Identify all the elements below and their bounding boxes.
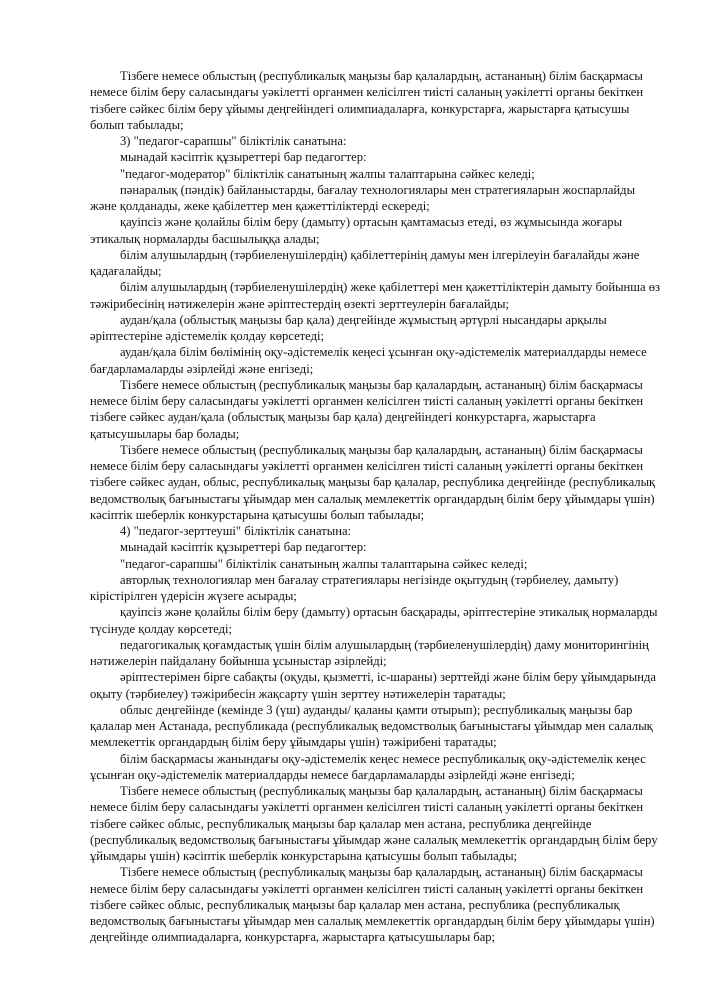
paragraph: авторлық технологиялар мен бағалау стратегиялары негізінде оқытудың (тәрбиелеу, дамыту) кірістірілген үдерісін жүзеге асырады;	[90, 572, 619, 603]
paragraph: Тізбеге немесе облыстың (республикалық маңызы бар қалалардың, астананың) білім басқармасы немесе білім беру саласындағы уәкілетті органмен келісілген тиісті саланың уәкілетті органы бекіткен тізбеге сәйкес облыс, республикалық маңызы бар қалалар мен астана, республика деңгейінде (республикалық ведомстволық бағыныстағы ұйымдар және салалық мемлекеттік органдардың білім беру ұйымдары үшін) кәсіптік шеберлік конкурстарына қатысушы болып табылады;	[90, 784, 658, 863]
paragraph: білім алушылардың (тәрбиеленушілердің) жеке қабілеттері мен қажеттіліктерін дамыту бойынша өз тәжірибесінің нәтижелерін және әріптестердің өзекті зерттеулерін бағалайды;	[90, 280, 660, 311]
paragraph: 3) "педагог-сарапшы" біліктілік санатына:	[120, 134, 347, 148]
paragraph: білім алушылардың (тәрбиеленушілердің) қабілеттерінің дамуы мен ілгерілеуін бағалайды және қадағалайды;	[90, 247, 640, 278]
paragraph: аудан/қала (облыстық маңызы бар қала) деңгейінде жұмыстың әртүрлі нысандары арқылы әріптестеріне әдістемелік қолдау көрсетеді;	[90, 312, 607, 343]
paragraph: 4) "педагог-зерттеуші" біліктілік санатына:	[120, 524, 352, 538]
paragraph: аудан/қала білім бөлімінің оқу-әдістемелік кеңесі ұсынған оқу-әдістемелік материалдарды немесе бағдарламаларды әзірлейді және енгізеді;	[90, 345, 647, 376]
paragraph: Тізбеге немесе облыстың (республикалық маңызы бар қалалардың, астананың) білім басқармасы немесе білім беру саласындағы уәкілетті органмен келісілген тиісті саланың уәкілетті органы бекіткен тізбеге сәйкес аудан/қала (облыстық маңызы бар қала) деңгейіндегі конкурстарға, жарыстарға қатысушылары бар болады;	[90, 377, 644, 441]
paragraph: Тізбеге немесе облыстың (республикалық маңызы бар қалалардың, астананың) білім басқармасы немесе білім беру саласындағы уәкілетті органмен келісілген тиісті саланың уәкілетті органы бекіткен тізбеге сәйкес білім беру ұйымы деңгейіндегі олимпиадаларға, конкурстарға, жарыстарға қатысушы болып табылады;	[90, 69, 644, 132]
paragraph: "педагог-сарапшы" біліктілік санатының жалпы талаптарына сәйкес келеді;	[120, 556, 528, 571]
document-page	[90, 68, 664, 946]
paragraph: Тізбеге немесе облыстың (республикалық маңызы бар қалалардың, астананың) білім басқармасы немесе білім беру саласындағы уәкілетті органмен келісілген тиісті саланың уәкілетті органы бекіткен тізбеге сәйкес облыс, республикалық маңызы бар қалалар мен астана, республика (республикалық ведомстволық бағыныстағы ұйымдар мен салалық мемлекеттік органдардың білім беру ұйымдары үшін) деңгейінде олимпиадаларға, конкурстарға, жарыстарға қатысушылары бар;	[90, 865, 655, 945]
paragraph: Тізбеге немесе облыстың (республикалық маңызы бар қалалардың, астананың) білім басқармасы немесе білім беру саласындағы уәкілетті органмен келісілген тиісті саланың уәкілетті органы бекіткен тізбеге сәйкес аудан, облыс, республикалық маңызы бар қалалар, республика деңгейінде (республикалық ведомстволық бағыныстағы ұйымдар мен салалық мемлекеттік органдардың білім беру ұйымдары үшін) кәсіптік шеберлік конкурстарына қатысушы болып табылады;	[90, 442, 656, 522]
paragraph: педагогикалық қоғамдастық үшін білім алушылардың (тәрбиеленушілердің) даму мониторингінің нәтижелерін пайдалану бойынша ұсыныстар әзірлейді;	[90, 637, 649, 668]
paragraph: білім басқармасы жанындағы оқу-әдістемелік кеңес немесе республикалық оқу-әдістемелік кеңес ұсынған оқу-әдістемелік материалдарды немесе бағдарламаларды әзірлейді және енгізеді;	[90, 751, 646, 782]
paragraph: мынадай кәсіптік құзыреттері бар педагогтер:	[120, 150, 367, 165]
paragraph: қауіпсіз және қолайлы білім беру (дамыту) ортасын басқарады, әріптестеріне этикалық нормаларды түсінуде қолдау көрсетеді;	[90, 605, 658, 636]
paragraph: әріптестерімен бірге сабақты (оқуды, қызметті, іс-шараны) зерттейді және білім беру ұйымдарында оқыту (тәрбиелеу) тәжірибесін жақсарту үшін зерттеу нәтижелерін таратады;	[90, 670, 657, 701]
paragraph: қауіпсіз және қолайлы білім беру (дамыту) ортасын қамтамасыз етеді, өз жұмысында жоғары этикалық нормаларды басшылыққа алады;	[90, 215, 623, 246]
paragraph: "педагог-модератор" біліктілік санатының жалпы талаптарына сәйкес келеді;	[120, 166, 535, 181]
paragraph: мынадай кәсіптік құзыреттері бар педагогтер:	[120, 540, 367, 555]
paragraph: пәнаралық (пәндік) байланыстарды, бағалау технологиялары мен стратегияларын жоспарлайды және қолданады, жеке қабілеттер мен қажеттіліктерді ескереді;	[90, 182, 636, 213]
paragraph: облыс деңгейінде (кемінде 3 (үш) ауданды/ қаланы қамти отырып); республикалық маңызы бар қалалар мен Астанада, республикада (республикалық ведомстволық бағыныстағы ұйымдар мен салалық мемлекеттік органдардың білім беру ұйымдары үшін) тәжірибені таратады;	[90, 702, 653, 750]
